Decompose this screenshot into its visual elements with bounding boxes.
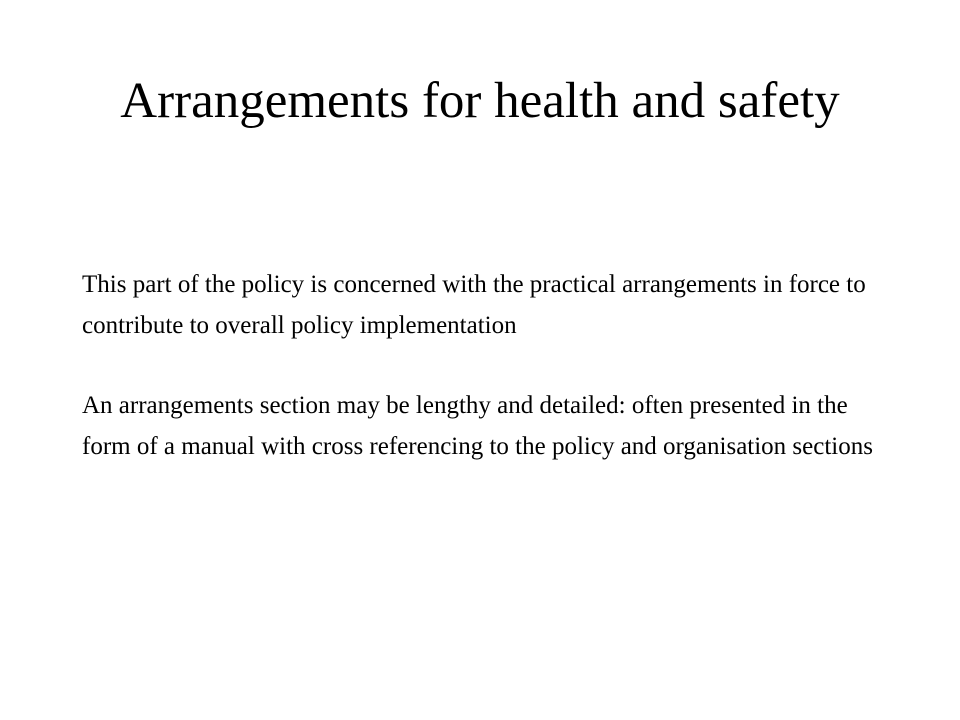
body-paragraph-practical-arrangements: This part of the policy is concerned with the practical arrangements in force to contribute to overall policy implementation	[82, 271, 866, 339]
slide-body	[82, 264, 902, 506]
slide-title: Arrangements for health and safety	[120, 73, 840, 129]
body-paragraph-arrangements-section: An arrangements section may be lengthy and detailed: often presented in the form of a manual with cross referencing to the policy and organisation sections	[82, 392, 873, 460]
